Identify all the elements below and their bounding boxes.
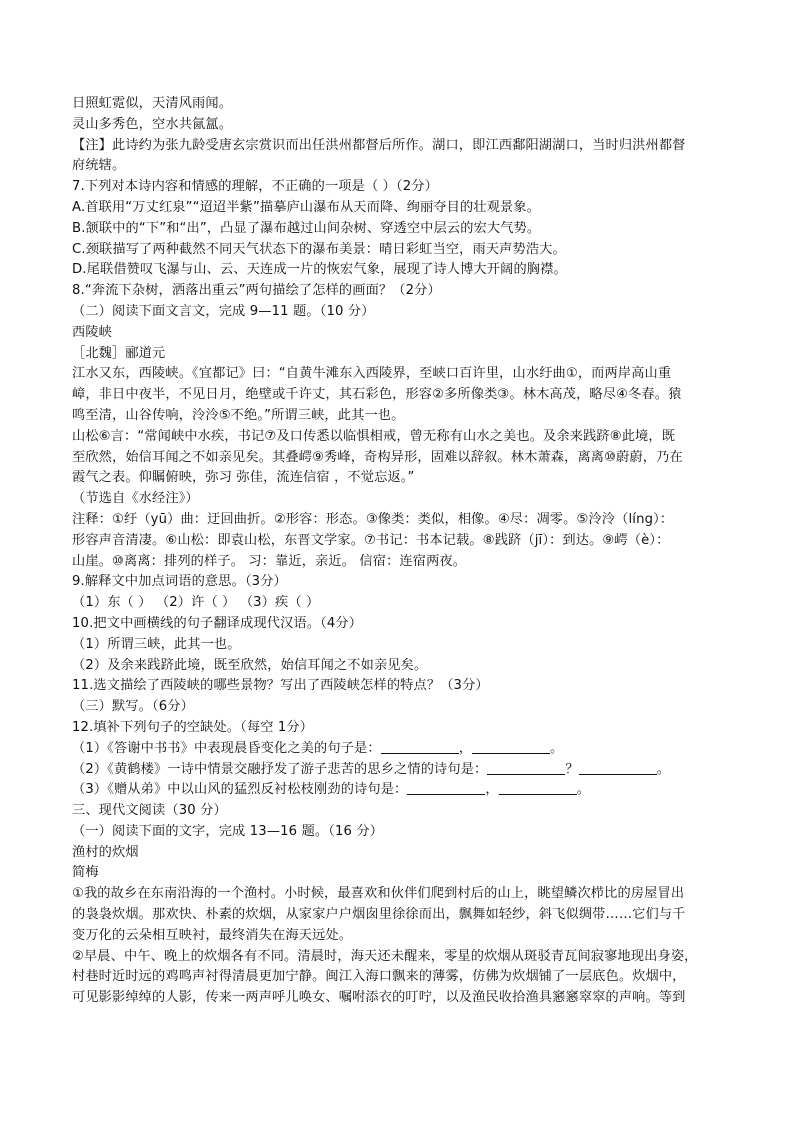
classical-text-author: ［北魏］郦道元 — [72, 345, 166, 361]
blank-separator: ， — [458, 740, 473, 756]
essay-line: 变万化的云朵相互映衬，最终消失在海天远处。 — [72, 927, 353, 943]
passage-line: 鸣至清，山谷传响，泠泠⑤不绝。”所谓三峡，此其一也。 — [72, 407, 405, 423]
question-12-item-text: （3）《赠从弟》中以山风的猛烈反衬松枝刚劲的诗句是： — [72, 782, 408, 798]
essay-line: 的袅袅炊烟。那欢快、朴素的炊烟，从家家户户烟囱里徐徐而出，飘舞如轻纱，斜飞似绸带……它们与千 — [72, 907, 686, 923]
question-7-option-d: D.尾联借赞叹飞瀑与山、云、天连成一片的恢宏气象，展现了诗人博大开阔的胸襟。 — [72, 262, 567, 278]
blank-end: 。 — [550, 740, 564, 756]
part-3-title: 三、现代文阅读（30 分） — [72, 803, 227, 819]
question-12-item — [72, 760, 726, 781]
poem-note: 【注】此诗约为张九龄受唐玄宗赏识而出任洪州都督后所作。湖口，即江西鄱阳湖湖口，当时归洪州都督 — [72, 137, 686, 153]
passage-line: 嶂，非日中夜半，不见日月，绝壁或千许丈，其石彩色，形容②多所像类③。林木高茂，略尽④冬春。猿 — [72, 387, 682, 403]
blank-end: 。 — [576, 782, 591, 798]
essay-line: 村巷时近时远的鸡鸣声衬得清晨更加宁静。闽江入海口飘来的薄雾，仿佛为炊烟铺了一层底色。炊烟中， — [72, 969, 686, 985]
question-7-option-c: C.颈联描写了两种截然不同天气状态下的瀑布美景：晴日彩虹当空，雨天声势浩大。 — [72, 241, 566, 257]
essay-line: ②早晨、中午、晚上的炊烟各有不同。清晨时，海天还未醒来，零星的炊烟从斑驳青瓦间寂寥地现出身姿， — [72, 948, 698, 964]
essay-line: 可见影影绰绰的人影，传来一两声呼儿唤女、嘱咐添衣的叮咛，以及渔民收拾渔具窸窸窣窣的声响。等到 — [72, 990, 686, 1006]
passage-source: （节选自《水经注》） — [72, 491, 199, 507]
question-7-stem: 7.下列对本诗内容和情感的理解，不正确的一项是（ ）（2分） — [72, 179, 438, 195]
passage-line: 江水又东，西陵峡。《宜都记》曰：“自黄牛滩东入西陵界，至峡口百许里，山水纡曲①，而两岸高山重 — [72, 366, 672, 382]
passage-line: 至欣然，始信耳闻之不如亲见矣。其叠崿⑨秀峰，奇构异形，固难以辞叙。林木萧森，离离⑩蔚蔚，乃在 — [72, 449, 683, 465]
question-12-item — [72, 780, 726, 801]
answer-blank[interactable] — [472, 739, 550, 754]
question-7-option-b: B.颔联中的“下”和“出”，凸显了瀑布越过山间杂树、穿透空中层云的宏大气势。 — [72, 220, 541, 236]
answer-blank[interactable] — [407, 780, 485, 795]
essay-title: 渔村的炊烟 — [72, 844, 139, 860]
exam-page — [72, 94, 726, 1009]
question-10-item: （2）及余来践跻此境，既至欣然，始信耳闻之不如亲见矣。 — [72, 657, 428, 673]
annotation-line: 形容声音清凄。⑥山松：即袁山松，东晋文学家。⑦书记：书本记载。⑧践跻（jī）：到达。⑨崿（è）： — [72, 532, 670, 548]
poem-note: 府统辖。 — [72, 158, 126, 174]
essay-line: ①我的故乡在东南沿海的一个渔村。小时候，最喜欢和伙伴们爬到村后的山上，眺望鳞次栉比的房屋冒出 — [72, 886, 685, 902]
essay-author: 简梅 — [72, 865, 99, 881]
question-8: 8.“奔流下杂树，洒落出重云”两句描绘了怎样的画面？（2分） — [72, 283, 441, 299]
question-7-option-a: A.首联用“万丈红泉”“迢迢半紫”描摹庐山瀑布从天而降、绚丽夺目的壮观景象。 — [72, 199, 541, 215]
blank-end: 。 — [656, 761, 671, 777]
answer-blank[interactable] — [579, 760, 657, 775]
question-12-stem: 12.填补下列句子的空缺处。（每空 1分） — [72, 719, 314, 735]
answer-blank[interactable] — [499, 780, 577, 795]
question-10-stem: 10.把文中画横线的句子翻译成现代汉语。（4分） — [72, 615, 363, 631]
passage-line: 山松⑥言：“常闻峡中水疾，书记⑦及口传悉以临惧相戒，曾无称有山水之美也。及余来践跻⑧此境，既 — [72, 428, 676, 444]
part-3-subtitle: （一）阅读下面的文字，完成 13—16 题。（16 分） — [72, 823, 384, 839]
question-9-items: （1）东（ ） （2）许（ ） （3）疾（ ） — [72, 595, 320, 611]
section-3-title: （三）默写。（6分） — [72, 699, 194, 715]
answer-blank[interactable] — [487, 760, 565, 775]
blank-separator: ， — [485, 782, 499, 798]
blank-separator: ？ — [565, 761, 579, 777]
question-12-item-text: （1）《答谢中书书》中表现晨昏变化之美的句子是： — [72, 740, 381, 756]
annotation-line: 山崖。⑩离离：排列的样子。 习：靠近，亲近。 信宿：连宿两夜。 — [72, 553, 467, 569]
question-10-item: （1）所谓三峡，此其一也。 — [72, 636, 241, 652]
question-9-stem: 9.解释文中加点词语的意思。（3分） — [72, 574, 287, 590]
annotation-line: 注释：①纡（yū）曲：迂回曲折。②形容：形态。③像类：类似，相像。④尽：凋零。⑤泠泠（líng）： — [72, 511, 674, 527]
classical-text-title: 西陵峡 — [72, 324, 113, 340]
question-11: 11.选文描绘了西陵峡的哪些景物？写出了西陵峡怎样的特点？（3分） — [72, 678, 489, 694]
poem-line: 日照虹霓似，天清风雨闻。 — [72, 96, 233, 111]
section-2-title: （二）阅读下面文言文，完成 9—11 题。（10 分） — [72, 303, 375, 319]
question-12-item — [72, 739, 726, 760]
passage-line: 霞气之表。仰瞩俯映，弥习 弥佳，流连信宿 ，不觉忘返。” — [72, 470, 415, 486]
question-12-item-text: （2）《黄鹤楼》一诗中情景交融抒发了游子悲苦的思乡之情的诗句是： — [72, 761, 488, 777]
answer-blank[interactable] — [381, 739, 459, 754]
poem-line: 灵山多秀色，空水共氤氲。 — [72, 116, 233, 132]
